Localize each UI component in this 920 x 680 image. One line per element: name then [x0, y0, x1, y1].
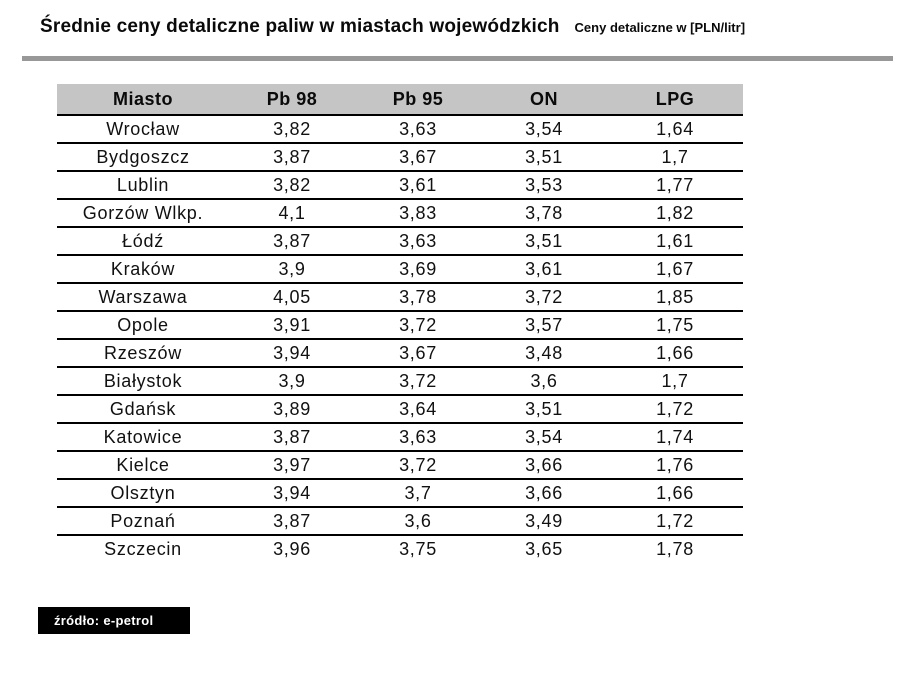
table-row: [57, 507, 743, 535]
price-cell: 1,78: [656, 538, 694, 559]
city-cell: Łódź: [57, 227, 229, 255]
city-cell: Wrocław: [57, 115, 229, 143]
price-cell: 3,63: [355, 423, 481, 451]
price-cell: 3,87: [229, 143, 355, 171]
price-cell: 3,63: [355, 227, 481, 255]
city-cell: Gdańsk: [57, 395, 229, 423]
unit-subtitle: Ceny detaliczne w [PLN/litr]: [574, 20, 746, 35]
city-cell: Olsztyn: [57, 479, 229, 507]
fuel-price-table: [57, 84, 743, 562]
price-cell: 3,97: [229, 451, 355, 479]
column-header-pb-98: Pb 98: [229, 84, 355, 115]
table-body: [57, 115, 743, 562]
city-cell: Kielce: [57, 451, 229, 479]
price-cell: 3,78: [481, 199, 607, 227]
price-cell: 3,78: [355, 283, 481, 311]
price-cell: 3,69: [355, 255, 481, 283]
price-cell: 1,7: [607, 367, 743, 395]
divider-rule: [22, 56, 893, 61]
price-cell: 3,6: [355, 507, 481, 535]
price-cell: 3,57: [481, 311, 607, 339]
price-cell: 3,89: [229, 395, 355, 423]
price-cell: 1,7: [607, 143, 743, 171]
column-header-lpg: LPG: [607, 84, 743, 115]
city-cell: Katowice: [57, 423, 229, 451]
price-cell: 1,72: [607, 395, 743, 423]
table-row: [57, 479, 743, 507]
price-cell: 3,66: [481, 451, 607, 479]
price-cell: 3,64: [355, 395, 481, 423]
price-cell: 3,54: [481, 423, 607, 451]
price-cell: 1,75: [607, 311, 743, 339]
price-cell: 3,75: [399, 538, 437, 559]
table-row: [57, 115, 743, 143]
price-cell: 3,87: [229, 227, 355, 255]
price-cell: 1,64: [607, 115, 743, 143]
column-header-miasto: Miasto: [57, 84, 229, 115]
table-row: [57, 423, 743, 451]
price-cell: 3,9: [229, 255, 355, 283]
price-cell: 3,87: [229, 507, 355, 535]
city-cell: Lublin: [57, 171, 229, 199]
price-cell: 1,66: [607, 479, 743, 507]
table-row: [57, 311, 743, 339]
city-cell: Warszawa: [57, 283, 229, 311]
price-cell: 3,83: [355, 199, 481, 227]
price-cell: 1,74: [607, 423, 743, 451]
source-badge: źródło: e-petrol: [38, 607, 190, 634]
price-cell: 1,61: [607, 227, 743, 255]
price-cell: 3,49: [481, 507, 607, 535]
price-cell: 3,51: [481, 227, 607, 255]
city-cell: Białystok: [57, 367, 229, 395]
price-cell: 1,72: [607, 507, 743, 535]
price-cell: 1,67: [607, 255, 743, 283]
table-row: [57, 367, 743, 395]
column-header-pb-95: Pb 95: [355, 84, 481, 115]
price-cell: 1,77: [607, 171, 743, 199]
price-cell: 3,63: [355, 115, 481, 143]
price-cell: 3,65: [525, 538, 563, 559]
price-cell: 3,72: [481, 283, 607, 311]
price-cell: 3,6: [481, 367, 607, 395]
price-cell: 1,85: [607, 283, 743, 311]
city-cell: Bydgoszcz: [57, 143, 229, 171]
table-row: [57, 171, 743, 199]
table-row: [57, 339, 743, 367]
table-row: [57, 395, 743, 423]
price-cell: 3,54: [481, 115, 607, 143]
table-row: [57, 451, 743, 479]
price-cell: 3,53: [481, 171, 607, 199]
price-cell: 3,96: [273, 538, 311, 559]
price-cell: 3,94: [229, 339, 355, 367]
price-cell: 3,91: [229, 311, 355, 339]
price-cell: 3,7: [355, 479, 481, 507]
price-cell: 3,72: [355, 367, 481, 395]
price-cell: 3,82: [229, 115, 355, 143]
table-row: [57, 227, 743, 255]
table-row: [57, 255, 743, 283]
price-cell: 3,48: [481, 339, 607, 367]
city-cell: Gorzów Wlkp.: [57, 199, 229, 227]
price-cell: 3,51: [481, 143, 607, 171]
price-cell: 1,76: [607, 451, 743, 479]
price-cell: 4,05: [229, 283, 355, 311]
column-header-on: ON: [481, 84, 607, 115]
price-cell: 4,1: [229, 199, 355, 227]
price-cell: 3,61: [355, 171, 481, 199]
page-title: Średnie ceny detaliczne paliw w miastach wojewódzkich: [40, 16, 560, 37]
table-row: [57, 283, 743, 311]
price-cell: 3,67: [355, 339, 481, 367]
price-cell: 1,82: [607, 199, 743, 227]
price-cell: 3,66: [481, 479, 607, 507]
price-cell: 3,51: [481, 395, 607, 423]
table-row: [57, 199, 743, 227]
header: [40, 16, 745, 38]
city-cell: Poznań: [57, 507, 229, 535]
table-header-row: [57, 84, 743, 115]
price-cell: 3,61: [481, 255, 607, 283]
price-cell: 1,66: [607, 339, 743, 367]
table-row: [57, 143, 743, 171]
price-cell: 3,94: [229, 479, 355, 507]
price-cell: 3,9: [229, 367, 355, 395]
city-cell: Opole: [57, 311, 229, 339]
city-cell: Kraków: [57, 255, 229, 283]
price-cell: 3,72: [355, 311, 481, 339]
city-cell: Szczecin: [104, 538, 182, 559]
price-cell: 3,82: [229, 171, 355, 199]
table-row: [57, 535, 743, 562]
price-cell: 3,72: [355, 451, 481, 479]
price-cell: 3,67: [355, 143, 481, 171]
price-cell: 3,87: [229, 423, 355, 451]
city-cell: Rzeszów: [57, 339, 229, 367]
